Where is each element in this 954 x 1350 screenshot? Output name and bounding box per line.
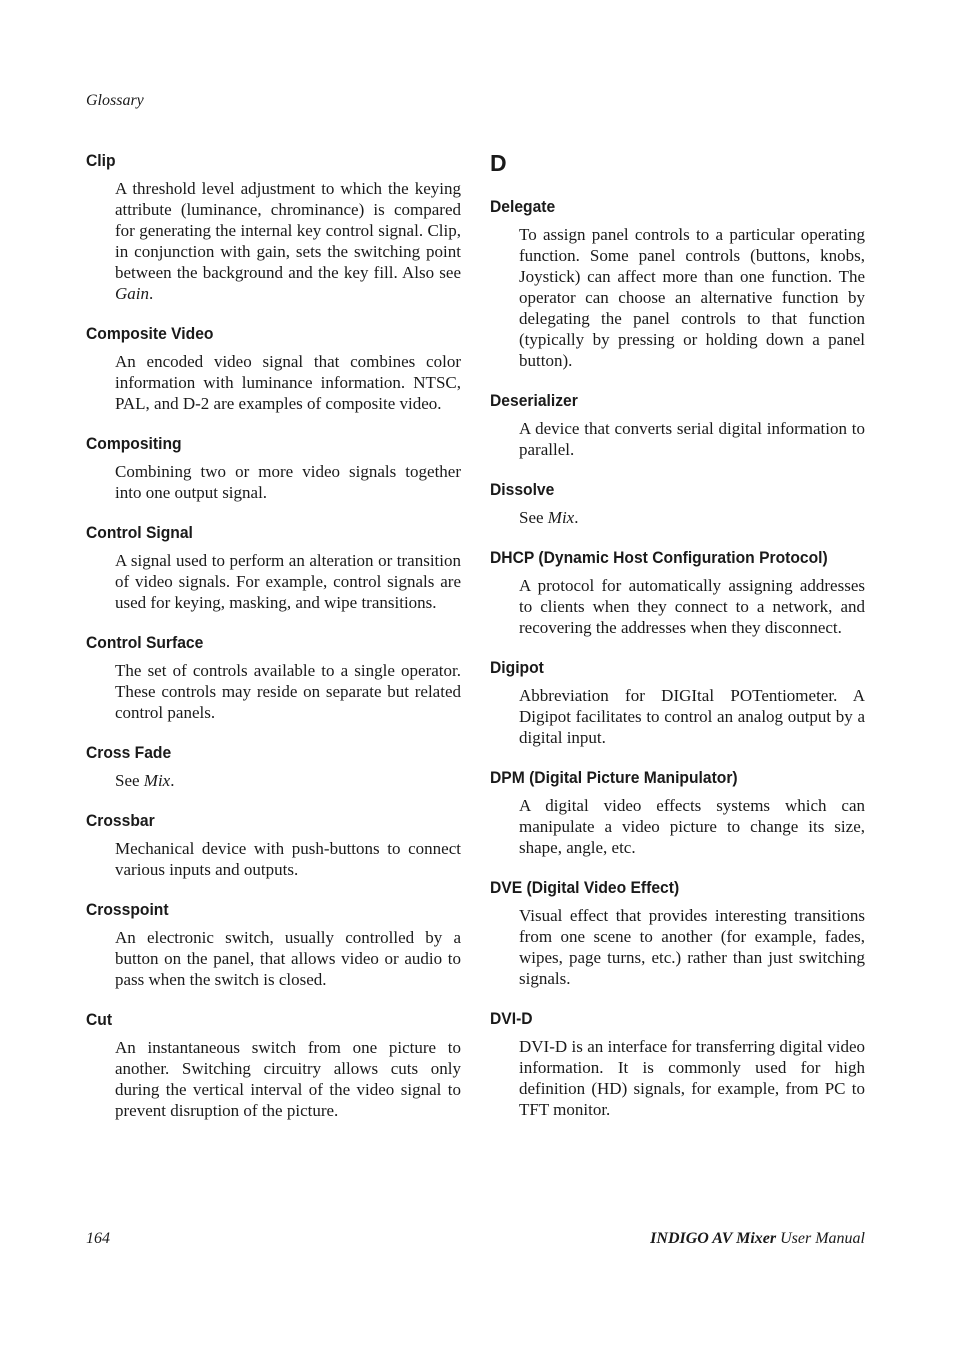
glossary-definition: An encoded video signal that combines color information with luminance information. NTSC, PAL, and D-2 are examples of composite video.: [115, 352, 461, 413]
glossary-entry: [86, 522, 466, 613]
glossary-definition: A threshold level adjustment to which the keying attribute (luminance, chrominance) is compared for generating the internal key control signal. Clip, in conjunction with gain, sets the switching point between the background and the key fill. Also see Gain.: [115, 179, 461, 303]
glossary-entry: [86, 433, 466, 503]
glossary-entry: [86, 150, 466, 304]
glossary-definition: DVI-D is an interface for transferring digital video information. It is commonly used for high definition (HD) signals, for example, from PC to TFT monitor.: [519, 1037, 865, 1119]
glossary-entry: [490, 1008, 870, 1120]
glossary-definition: A signal used to perform an alteration or transition of video signals. For example, control signals are used for keying, masking, and wipe transitions.: [115, 551, 461, 612]
glossary-entry: [490, 390, 870, 460]
running-header: Glossary: [86, 92, 144, 109]
glossary-term: Crossbar: [86, 811, 155, 830]
glossary-definition: A digital video effects systems which can manipulate a video picture to change its size, shape, angle, etc.: [519, 796, 865, 857]
glossary-entry: [490, 877, 870, 989]
glossary-term: Delegate: [490, 197, 556, 216]
glossary-entry: [86, 632, 466, 723]
glossary-term: Digipot: [490, 658, 544, 677]
glossary-entry: [490, 547, 870, 638]
glossary-entry: [490, 767, 870, 858]
glossary-term: Deserializer: [490, 391, 578, 410]
cross-reference: Mix: [547, 508, 575, 527]
glossary-term: Cross Fade: [86, 743, 172, 762]
glossary-definition: The set of controls available to a single operator. These controls may reside on separate but related control panels.: [115, 661, 461, 722]
cross-reference: Gain: [115, 284, 149, 303]
glossary-entry: [86, 810, 466, 880]
glossary-term: Dissolve: [490, 480, 555, 499]
glossary-term: DHCP (Dynamic Host Configuration Protocol): [490, 548, 828, 567]
glossary-entry: [86, 899, 466, 990]
glossary-definition: A protocol for automatically assigning addresses to clients when they connect to a network, and recovering the addresses when they disconnect.: [519, 576, 865, 637]
glossary-definition: To assign panel controls to a particular operating function. Some panel controls (buttons, knobs, Joystick) can affect more than one function. The operator can choose an alternative function by delegating the panel controls to that function (typically by pressing or holding down a panel button).: [519, 225, 865, 370]
page-number: 164: [86, 1230, 110, 1247]
glossary-term: DPM (Digital Picture Manipulator): [490, 768, 738, 787]
glossary-column-left: [86, 150, 466, 1140]
glossary-term: Compositing: [86, 434, 182, 453]
glossary-definition: A device that converts serial digital information to parallel.: [519, 419, 865, 459]
glossary-definition: Visual effect that provides interesting transitions from one scene to another (for example, fades, wipes, page turns, etc.) rather than just switching signals.: [519, 906, 865, 988]
glossary-term: Clip: [86, 151, 116, 170]
glossary-entry: [490, 479, 870, 528]
glossary-column-right: [490, 150, 870, 1139]
glossary-definition: See Mix.: [115, 771, 175, 790]
glossary-entry: [86, 323, 466, 414]
glossary-definition: An instantaneous switch from one picture to another. Switching circuitry allows cuts only during the vertical interval of the video signal to prevent disruption of the picture.: [115, 1038, 461, 1120]
glossary-term: Control Surface: [86, 633, 204, 652]
glossary-term: Crosspoint: [86, 900, 169, 919]
document-title: User Manual: [776, 1230, 865, 1247]
section-letter: D: [490, 150, 507, 176]
glossary-entry: [86, 1009, 466, 1121]
glossary-definition: Mechanical device with push-buttons to connect various inputs and outputs.: [115, 839, 461, 879]
product-name: INDIGO AV Mixer: [650, 1230, 777, 1247]
glossary-term: Cut: [86, 1010, 113, 1029]
glossary-entry: [490, 657, 870, 748]
glossary-term: DVE (Digital Video Effect): [490, 878, 680, 897]
glossary-term: Control Signal: [86, 523, 193, 542]
glossary-term: DVI-D: [490, 1009, 533, 1028]
glossary-definition: Abbreviation for DIGItal POTentiometer. A Digipot facilitates to control an analog output by a digital input.: [519, 686, 865, 747]
glossary-entry: [86, 742, 466, 791]
cross-reference: Mix: [143, 771, 171, 790]
glossary-definition: See Mix.: [519, 508, 579, 527]
glossary-entry: [490, 196, 870, 371]
running-footer: [650, 1230, 865, 1248]
glossary-definition: An electronic switch, usually controlled by a button on the panel, that allows video or audio to pass when the switch is closed.: [115, 928, 461, 989]
glossary-term: Composite Video: [86, 324, 214, 343]
glossary-definition: Combining two or more video signals together into one output signal.: [115, 462, 461, 502]
